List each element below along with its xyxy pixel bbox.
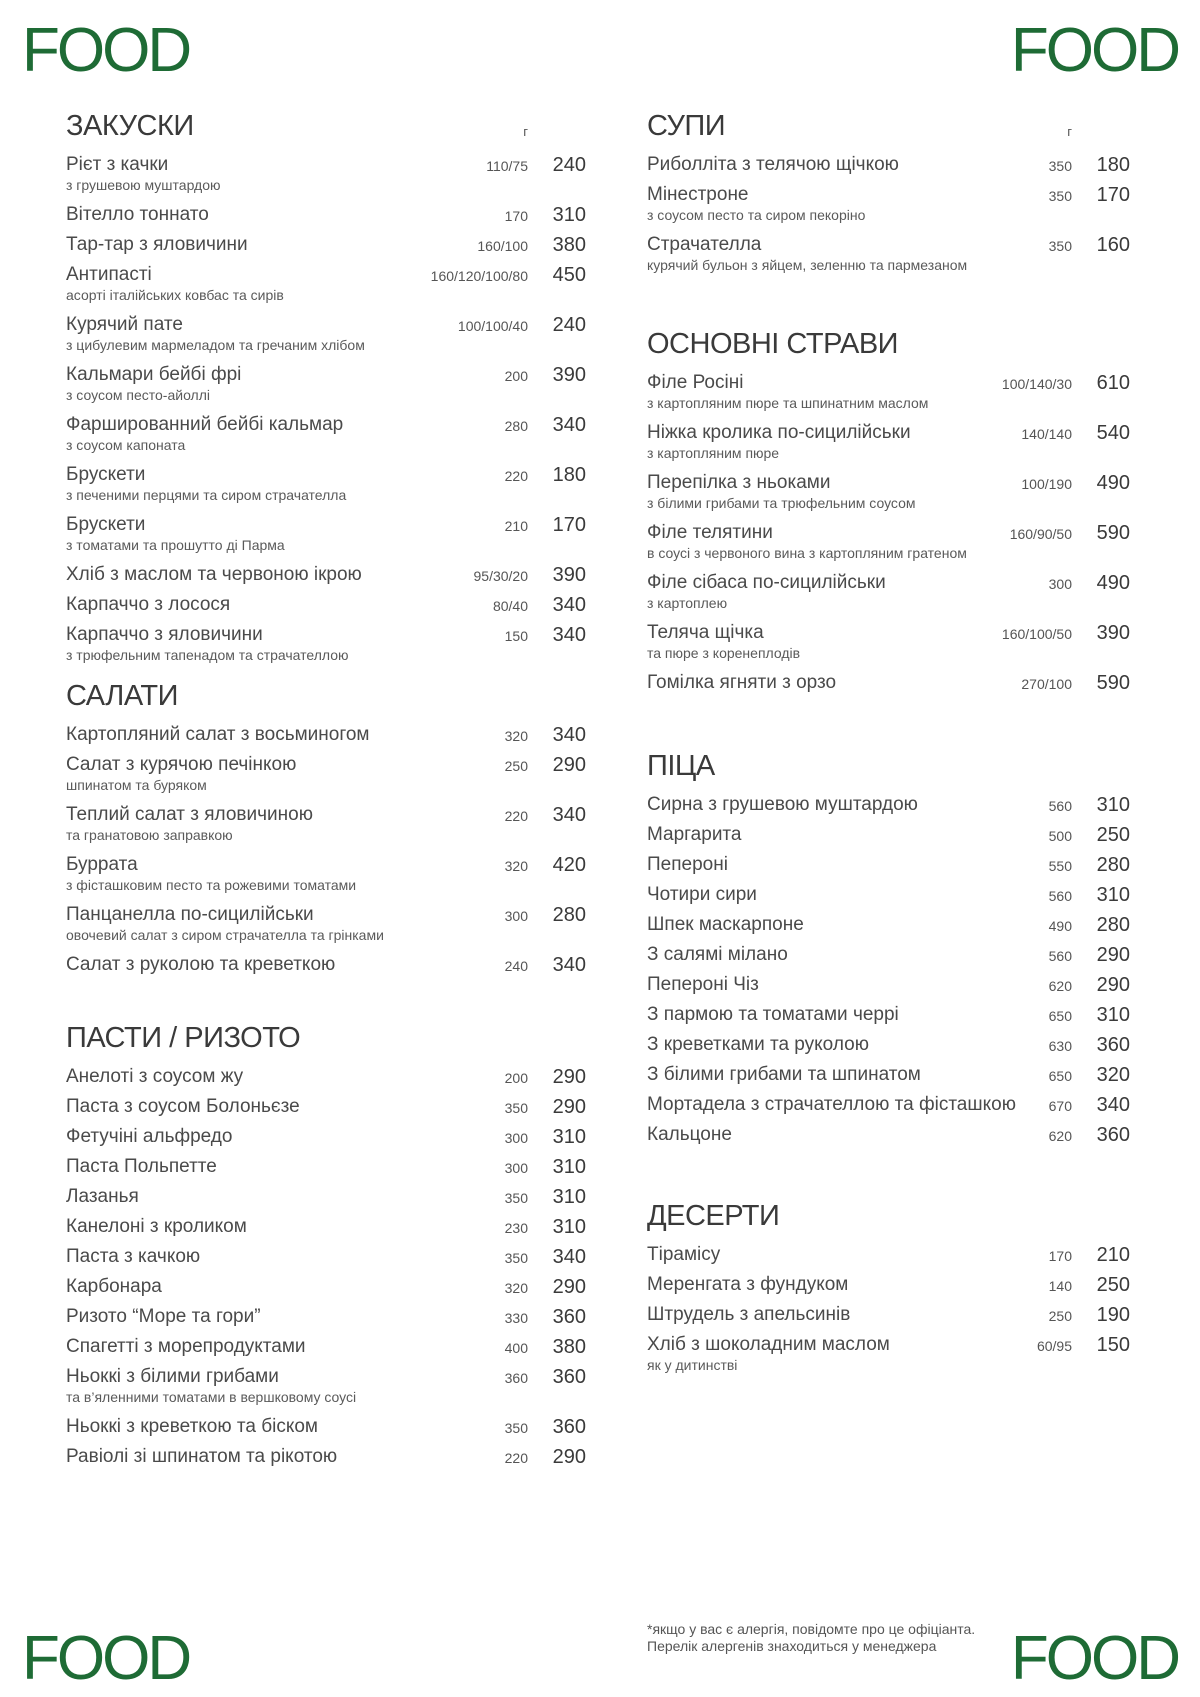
dish-price: 340	[552, 1246, 586, 1268]
section-osnovni	[647, 328, 1130, 700]
dish-name: Тірамісу	[647, 1244, 721, 1265]
menu-item	[66, 852, 586, 902]
dish-price: 610	[1096, 372, 1130, 394]
dish-price: 360	[552, 1416, 586, 1438]
dish-name: Салат з руколою та креветкою	[66, 954, 336, 975]
dish-price: 290	[552, 1066, 586, 1088]
dish-weight: 350	[1048, 158, 1072, 174]
menu-item-list	[66, 1064, 586, 1474]
dish-price: 170	[1096, 184, 1130, 206]
dish-description: овочевий салат з сиром страчателла та грінками	[66, 927, 384, 943]
dish-description: з картоплею	[647, 595, 728, 611]
section-pitsa	[647, 750, 1130, 1152]
dish-price: 490	[1096, 472, 1130, 494]
menu-item	[647, 470, 1130, 520]
dish-price: 590	[1096, 522, 1130, 544]
dish-price: 290	[552, 1276, 586, 1298]
dish-price: 290	[1096, 944, 1130, 966]
dish-name: Антипасті	[66, 264, 152, 285]
menu-item	[647, 942, 1130, 972]
menu-item	[66, 1274, 586, 1304]
dish-name: Кальмари бейбі фрі	[66, 364, 242, 385]
dish-price: 310	[552, 1186, 586, 1208]
weight-unit-label: г	[523, 124, 528, 139]
dish-name: Карпаччо з лосося	[66, 594, 231, 615]
dish-description: шпинатом та буряком	[66, 777, 207, 793]
dish-weight: 200	[504, 368, 528, 384]
dish-weight: 250	[504, 758, 528, 774]
dish-name: Курячий пате	[66, 314, 183, 335]
dish-price: 360	[1096, 1034, 1130, 1056]
section-title: САЛАТИ	[66, 680, 178, 712]
dish-name: Сирна з грушевою муштардою	[647, 794, 918, 815]
menu-item	[647, 152, 1130, 182]
dish-name: Тар-тар з яловичини	[66, 234, 248, 255]
menu-item	[66, 752, 586, 802]
section-title: ОСНОВНІ СТРАВИ	[647, 328, 899, 360]
dish-weight: 140/140	[1021, 426, 1072, 442]
dish-price: 310	[1096, 884, 1130, 906]
section-title: ПАСТИ / РИЗОТО	[66, 1022, 301, 1054]
dish-weight: 650	[1048, 1008, 1072, 1024]
dish-price: 180	[1096, 154, 1130, 176]
dish-price: 340	[1096, 1094, 1130, 1116]
dish-description: з печеними перцями та сиром страчателла	[66, 487, 347, 503]
dish-weight: 350	[504, 1250, 528, 1266]
dish-weight: 220	[504, 808, 528, 824]
menu-item	[66, 1214, 586, 1244]
dish-name: Пепероні	[647, 854, 728, 875]
section-title: СУПИ	[647, 110, 726, 142]
dish-price: 540	[1096, 422, 1130, 444]
dish-name: Лазанья	[66, 1186, 139, 1207]
dish-description: курячий бульон з яйцем, зеленню та пармезаном	[647, 257, 968, 273]
dish-price: 210	[1096, 1244, 1130, 1266]
dish-name: З салямі мілано	[647, 944, 788, 965]
menu-item	[66, 512, 586, 562]
menu-item	[66, 1094, 586, 1124]
dish-name: Гомілка ягняти з орзо	[647, 672, 837, 693]
dish-name: Брускети	[66, 514, 146, 535]
dish-description: з трюфельним тапенадом та страчателлою	[66, 647, 349, 663]
dish-name: Ризото “Море та гори”	[66, 1306, 261, 1327]
dish-name: Меренгата з фундуком	[647, 1274, 849, 1295]
menu-item-list	[66, 722, 586, 982]
menu-item	[647, 972, 1130, 1002]
dish-weight: 620	[1048, 1128, 1072, 1144]
dish-weight: 160/120/100/80	[430, 268, 528, 284]
dish-price: 290	[552, 1096, 586, 1118]
dish-description: в соусі з червоного вина з картопляним гратеном	[647, 545, 967, 561]
section-header	[647, 110, 1130, 152]
menu-item	[647, 670, 1130, 700]
dish-weight: 350	[504, 1420, 528, 1436]
menu-item	[647, 1122, 1130, 1152]
dish-weight: 350	[504, 1190, 528, 1206]
dish-name: Пепероні Чіз	[647, 974, 759, 995]
dish-name: Перепілка з ньоками	[647, 472, 831, 493]
dish-description: з соусом капоната	[66, 437, 186, 453]
menu-item-list	[647, 792, 1130, 1152]
dish-name: Вітелло тоннато	[66, 204, 209, 225]
dish-weight: 560	[1048, 948, 1072, 964]
dish-description: асорті італійських ковбас та сирів	[66, 287, 284, 303]
menu-item	[66, 802, 586, 852]
dish-price: 180	[552, 464, 586, 486]
food-logo-bottom-left: FOOD	[22, 1624, 190, 1693]
menu-item	[647, 882, 1130, 912]
menu-item	[66, 622, 586, 672]
dish-name: Хліб з шоколадним маслом	[647, 1334, 890, 1355]
dish-name: З пармою та томатами черрі	[647, 1004, 899, 1025]
menu-item	[66, 462, 586, 512]
dish-name: Кальцоне	[647, 1124, 732, 1145]
dish-name: З креветками та руколою	[647, 1034, 869, 1055]
dish-price: 490	[1096, 572, 1130, 594]
menu-item	[647, 822, 1130, 852]
dish-weight: 140	[1048, 1278, 1072, 1294]
dish-weight: 350	[1048, 188, 1072, 204]
menu-item	[66, 1414, 586, 1444]
dish-weight: 320	[504, 728, 528, 744]
dish-weight: 230	[504, 1220, 528, 1236]
menu-item	[647, 1272, 1130, 1302]
menu-item	[647, 370, 1130, 420]
menu-item	[66, 1364, 586, 1414]
dish-weight: 80/40	[492, 598, 528, 614]
dish-price: 290	[552, 754, 586, 776]
dish-price: 290	[1096, 974, 1130, 996]
dish-price: 240	[552, 314, 586, 336]
dish-name: Спагетті з морепродуктами	[66, 1336, 306, 1357]
dish-price: 280	[1096, 914, 1130, 936]
dish-description: з грушевою муштардою	[66, 177, 221, 193]
dish-weight: 350	[1048, 238, 1072, 254]
section-title: ЗАКУСКИ	[66, 110, 194, 142]
dish-name: Ньоккі з білими грибами	[66, 1366, 279, 1387]
dish-price: 420	[552, 854, 586, 876]
dish-weight: 320	[504, 858, 528, 874]
dish-price: 310	[552, 204, 586, 226]
dish-description: з картопляним пюре	[647, 445, 780, 461]
dish-weight: 100/190	[1021, 476, 1072, 492]
dish-name: Картопляний салат з восьминогом	[66, 724, 370, 745]
allergy-note	[647, 1621, 975, 1655]
section-title: ДЕСЕРТИ	[647, 1200, 780, 1232]
dish-name: Ньоккі з креветкою та біском	[66, 1416, 318, 1437]
menu-item	[66, 952, 586, 982]
dish-price: 340	[552, 594, 586, 616]
dish-name: Ніжка кролика по-сицилійськи	[647, 422, 911, 443]
dish-name: Паста з качкою	[66, 1246, 201, 1267]
dish-weight: 100/140/30	[1001, 376, 1072, 392]
dish-price: 240	[552, 154, 586, 176]
menu-item	[66, 152, 586, 202]
dish-weight: 400	[504, 1340, 528, 1356]
menu-item	[66, 562, 586, 592]
menu-item-list	[647, 152, 1130, 282]
dish-weight: 620	[1048, 978, 1072, 994]
menu-item	[66, 902, 586, 952]
dish-name: Буррата	[66, 854, 138, 875]
section-zakusky	[66, 110, 586, 672]
menu-item	[66, 232, 586, 262]
dish-name: Теляча щічка	[647, 622, 764, 643]
dish-price: 150	[1096, 1334, 1130, 1356]
dish-weight: 270/100	[1021, 676, 1072, 692]
dish-weight: 100/100/40	[457, 318, 528, 334]
section-salaty	[66, 680, 586, 982]
dish-weight: 300	[504, 1130, 528, 1146]
dish-name: Страчателла	[647, 234, 762, 255]
dish-name: Чотири сири	[647, 884, 757, 905]
dish-price: 310	[1096, 1004, 1130, 1026]
menu-item	[647, 1092, 1130, 1122]
allergy-note-line2: Перелік алергенів знаходиться у менеджера	[647, 1638, 937, 1654]
dish-name: Штрудель з апельсинів	[647, 1304, 851, 1325]
dish-weight: 500	[1048, 828, 1072, 844]
menu-item	[66, 1444, 586, 1474]
dish-weight: 150	[504, 628, 528, 644]
dish-description: з цибулевим мармеладом та гречаним хлібом	[66, 337, 365, 353]
menu-item	[647, 620, 1130, 670]
dish-price: 390	[552, 364, 586, 386]
food-logo-top-left: FOOD	[22, 16, 190, 85]
section-title: ПІЦА	[647, 750, 715, 782]
menu-item	[66, 312, 586, 362]
menu-item	[66, 1184, 586, 1214]
menu-item	[66, 1334, 586, 1364]
dish-description: з фісташковим песто та рожевими томатами	[66, 877, 357, 893]
menu-item	[66, 362, 586, 412]
dish-name: Брускети	[66, 464, 146, 485]
section-header	[647, 328, 1130, 370]
menu-item	[647, 912, 1130, 942]
dish-price: 340	[552, 804, 586, 826]
dish-description: та в’яленними томатами в вершковому соусі	[66, 1389, 357, 1405]
menu-item	[647, 1302, 1130, 1332]
dish-price: 340	[552, 624, 586, 646]
dish-weight: 160/100/50	[1001, 626, 1072, 642]
section-header	[66, 680, 586, 722]
dish-weight: 240	[504, 958, 528, 974]
dish-weight: 300	[504, 1160, 528, 1176]
menu-item	[647, 1002, 1130, 1032]
dish-description: з соусом песто-айоллі	[66, 387, 210, 403]
menu-item	[66, 262, 586, 312]
dish-price: 170	[552, 514, 586, 536]
dish-weight: 250	[1048, 1308, 1072, 1324]
menu-item	[66, 592, 586, 622]
dish-weight: 170	[504, 208, 528, 224]
menu-item	[647, 792, 1130, 822]
dish-weight: 560	[1048, 888, 1072, 904]
section-header	[647, 750, 1130, 792]
dish-weight: 160/90/50	[1009, 526, 1072, 542]
dish-price: 360	[552, 1366, 586, 1388]
dish-weight: 360	[504, 1370, 528, 1386]
dish-price: 310	[552, 1216, 586, 1238]
dish-price: 280	[1096, 854, 1130, 876]
dish-description: з томатами та прошутто ді Парма	[66, 537, 285, 553]
dish-price: 390	[1096, 622, 1130, 644]
dish-name: Панцанелла по-сицилійськи	[66, 904, 314, 925]
dish-weight: 670	[1048, 1098, 1072, 1114]
menu-item	[647, 520, 1130, 570]
dish-price: 390	[552, 564, 586, 586]
menu-item	[66, 1064, 586, 1094]
menu-item-list	[647, 370, 1130, 700]
menu-item-list	[647, 1242, 1130, 1382]
dish-price: 450	[552, 264, 586, 286]
menu-item	[647, 182, 1130, 232]
dish-weight: 490	[1048, 918, 1072, 934]
food-logo-bottom-right: FOOD	[1010, 1624, 1178, 1693]
dish-price: 380	[552, 1336, 586, 1358]
dish-price: 310	[552, 1156, 586, 1178]
menu-item	[647, 1062, 1130, 1092]
dish-name: Паста Польпетте	[66, 1156, 217, 1177]
dish-description: як у дитинстві	[647, 1357, 738, 1373]
dish-price: 360	[1096, 1124, 1130, 1146]
dish-name: Філе Росіні	[647, 372, 744, 393]
dish-weight: 170	[1048, 1248, 1072, 1264]
dish-weight: 210	[504, 518, 528, 534]
dish-price: 190	[1096, 1304, 1130, 1326]
dish-name: Анелоті з соусом жу	[66, 1066, 244, 1087]
dish-description: з соусом песто та сиром пекоріно	[647, 207, 866, 223]
dish-name: Фетучіні альфредо	[66, 1126, 233, 1147]
dish-name: Шпек маскарпоне	[647, 914, 804, 935]
dish-name: Мортадела з страчателлою та фісташкою	[647, 1094, 1016, 1115]
dish-price: 280	[552, 904, 586, 926]
dish-price: 590	[1096, 672, 1130, 694]
menu-item	[647, 1332, 1130, 1382]
menu-item	[647, 1242, 1130, 1272]
dish-description: та гранатовою заправкою	[66, 827, 233, 843]
dish-weight: 160/100	[477, 238, 528, 254]
dish-name: Мінестроне	[647, 184, 749, 205]
dish-weight: 200	[504, 1070, 528, 1086]
menu-item-list	[66, 152, 586, 672]
dish-description: з картопляним пюре та шпинатним маслом	[647, 395, 929, 411]
dish-weight: 350	[504, 1100, 528, 1116]
dish-name: Карпаччо з яловичини	[66, 624, 263, 645]
dish-weight: 550	[1048, 858, 1072, 874]
dish-price: 250	[1096, 1274, 1130, 1296]
allergy-note-line1: *якщо у вас є алергія, повідомте про це офіціанта.	[647, 1621, 976, 1637]
dish-name: Канелоні з кроликом	[66, 1216, 247, 1237]
dish-price: 380	[552, 234, 586, 256]
dish-weight: 60/95	[1036, 1338, 1072, 1354]
section-header	[647, 1200, 1130, 1242]
dish-description: з білими грибами та трюфельним соусом	[647, 495, 916, 511]
dish-weight: 220	[504, 468, 528, 484]
menu-item	[66, 1304, 586, 1334]
menu-item	[66, 412, 586, 462]
dish-name: Філе телятини	[647, 522, 773, 543]
dish-price: 320	[1096, 1064, 1130, 1086]
section-header	[66, 1022, 586, 1064]
dish-price: 310	[1096, 794, 1130, 816]
menu-item	[647, 232, 1130, 282]
dish-description: та пюре з коренеплодів	[647, 645, 801, 661]
dish-weight: 560	[1048, 798, 1072, 814]
menu-item	[647, 420, 1130, 470]
dish-name: Салат з курячою печінкою	[66, 754, 297, 775]
section-pasty	[66, 1022, 586, 1474]
weight-unit-label: г	[1067, 124, 1072, 139]
dish-weight: 630	[1048, 1038, 1072, 1054]
dish-weight: 110/75	[486, 158, 528, 174]
food-logo-top-right: FOOD	[1010, 16, 1178, 85]
menu-item	[66, 1124, 586, 1154]
dish-weight: 320	[504, 1280, 528, 1296]
dish-name: З білими грибами та шпинатом	[647, 1064, 921, 1085]
dish-weight: 300	[504, 908, 528, 924]
dish-price: 340	[552, 414, 586, 436]
dish-price: 310	[552, 1126, 586, 1148]
dish-weight: 330	[504, 1310, 528, 1326]
dish-name: Філе сібаса по-сицилійськи	[647, 572, 886, 593]
dish-name: Теплий салат з яловичиною	[66, 804, 313, 825]
dish-name: Фаршированний бейбі кальмар	[66, 414, 344, 435]
dish-price: 360	[552, 1306, 586, 1328]
menu-item	[66, 1244, 586, 1274]
menu-item	[66, 1154, 586, 1184]
dish-weight: 300	[1048, 576, 1072, 592]
section-deserty	[647, 1200, 1130, 1382]
section-supy	[647, 110, 1130, 282]
dish-name: Карбонара	[66, 1276, 162, 1297]
dish-weight: 95/30/20	[473, 568, 528, 584]
menu-item	[66, 202, 586, 232]
dish-name: Равіолі зі шпинатом та рікотою	[66, 1446, 338, 1467]
dish-name: Маргарита	[647, 824, 742, 845]
dish-price: 340	[552, 954, 586, 976]
dish-name: Хліб з маслом та червоною ікрою	[66, 564, 362, 585]
dish-price: 160	[1096, 234, 1130, 256]
menu-item	[66, 722, 586, 752]
dish-name: Рієт з качки	[66, 154, 169, 175]
menu-item	[647, 1032, 1130, 1062]
menu-item	[647, 852, 1130, 882]
dish-name: Риболліта з телячою щічкою	[647, 154, 899, 175]
dish-weight: 650	[1048, 1068, 1072, 1084]
dish-name: Паста з соусом Болоньєзе	[66, 1096, 300, 1117]
dish-price: 290	[552, 1446, 586, 1468]
dish-weight: 280	[504, 418, 528, 434]
dish-price: 250	[1096, 824, 1130, 846]
section-header	[66, 110, 586, 152]
dish-weight: 220	[504, 1450, 528, 1466]
dish-price: 340	[552, 724, 586, 746]
menu-item	[647, 570, 1130, 620]
